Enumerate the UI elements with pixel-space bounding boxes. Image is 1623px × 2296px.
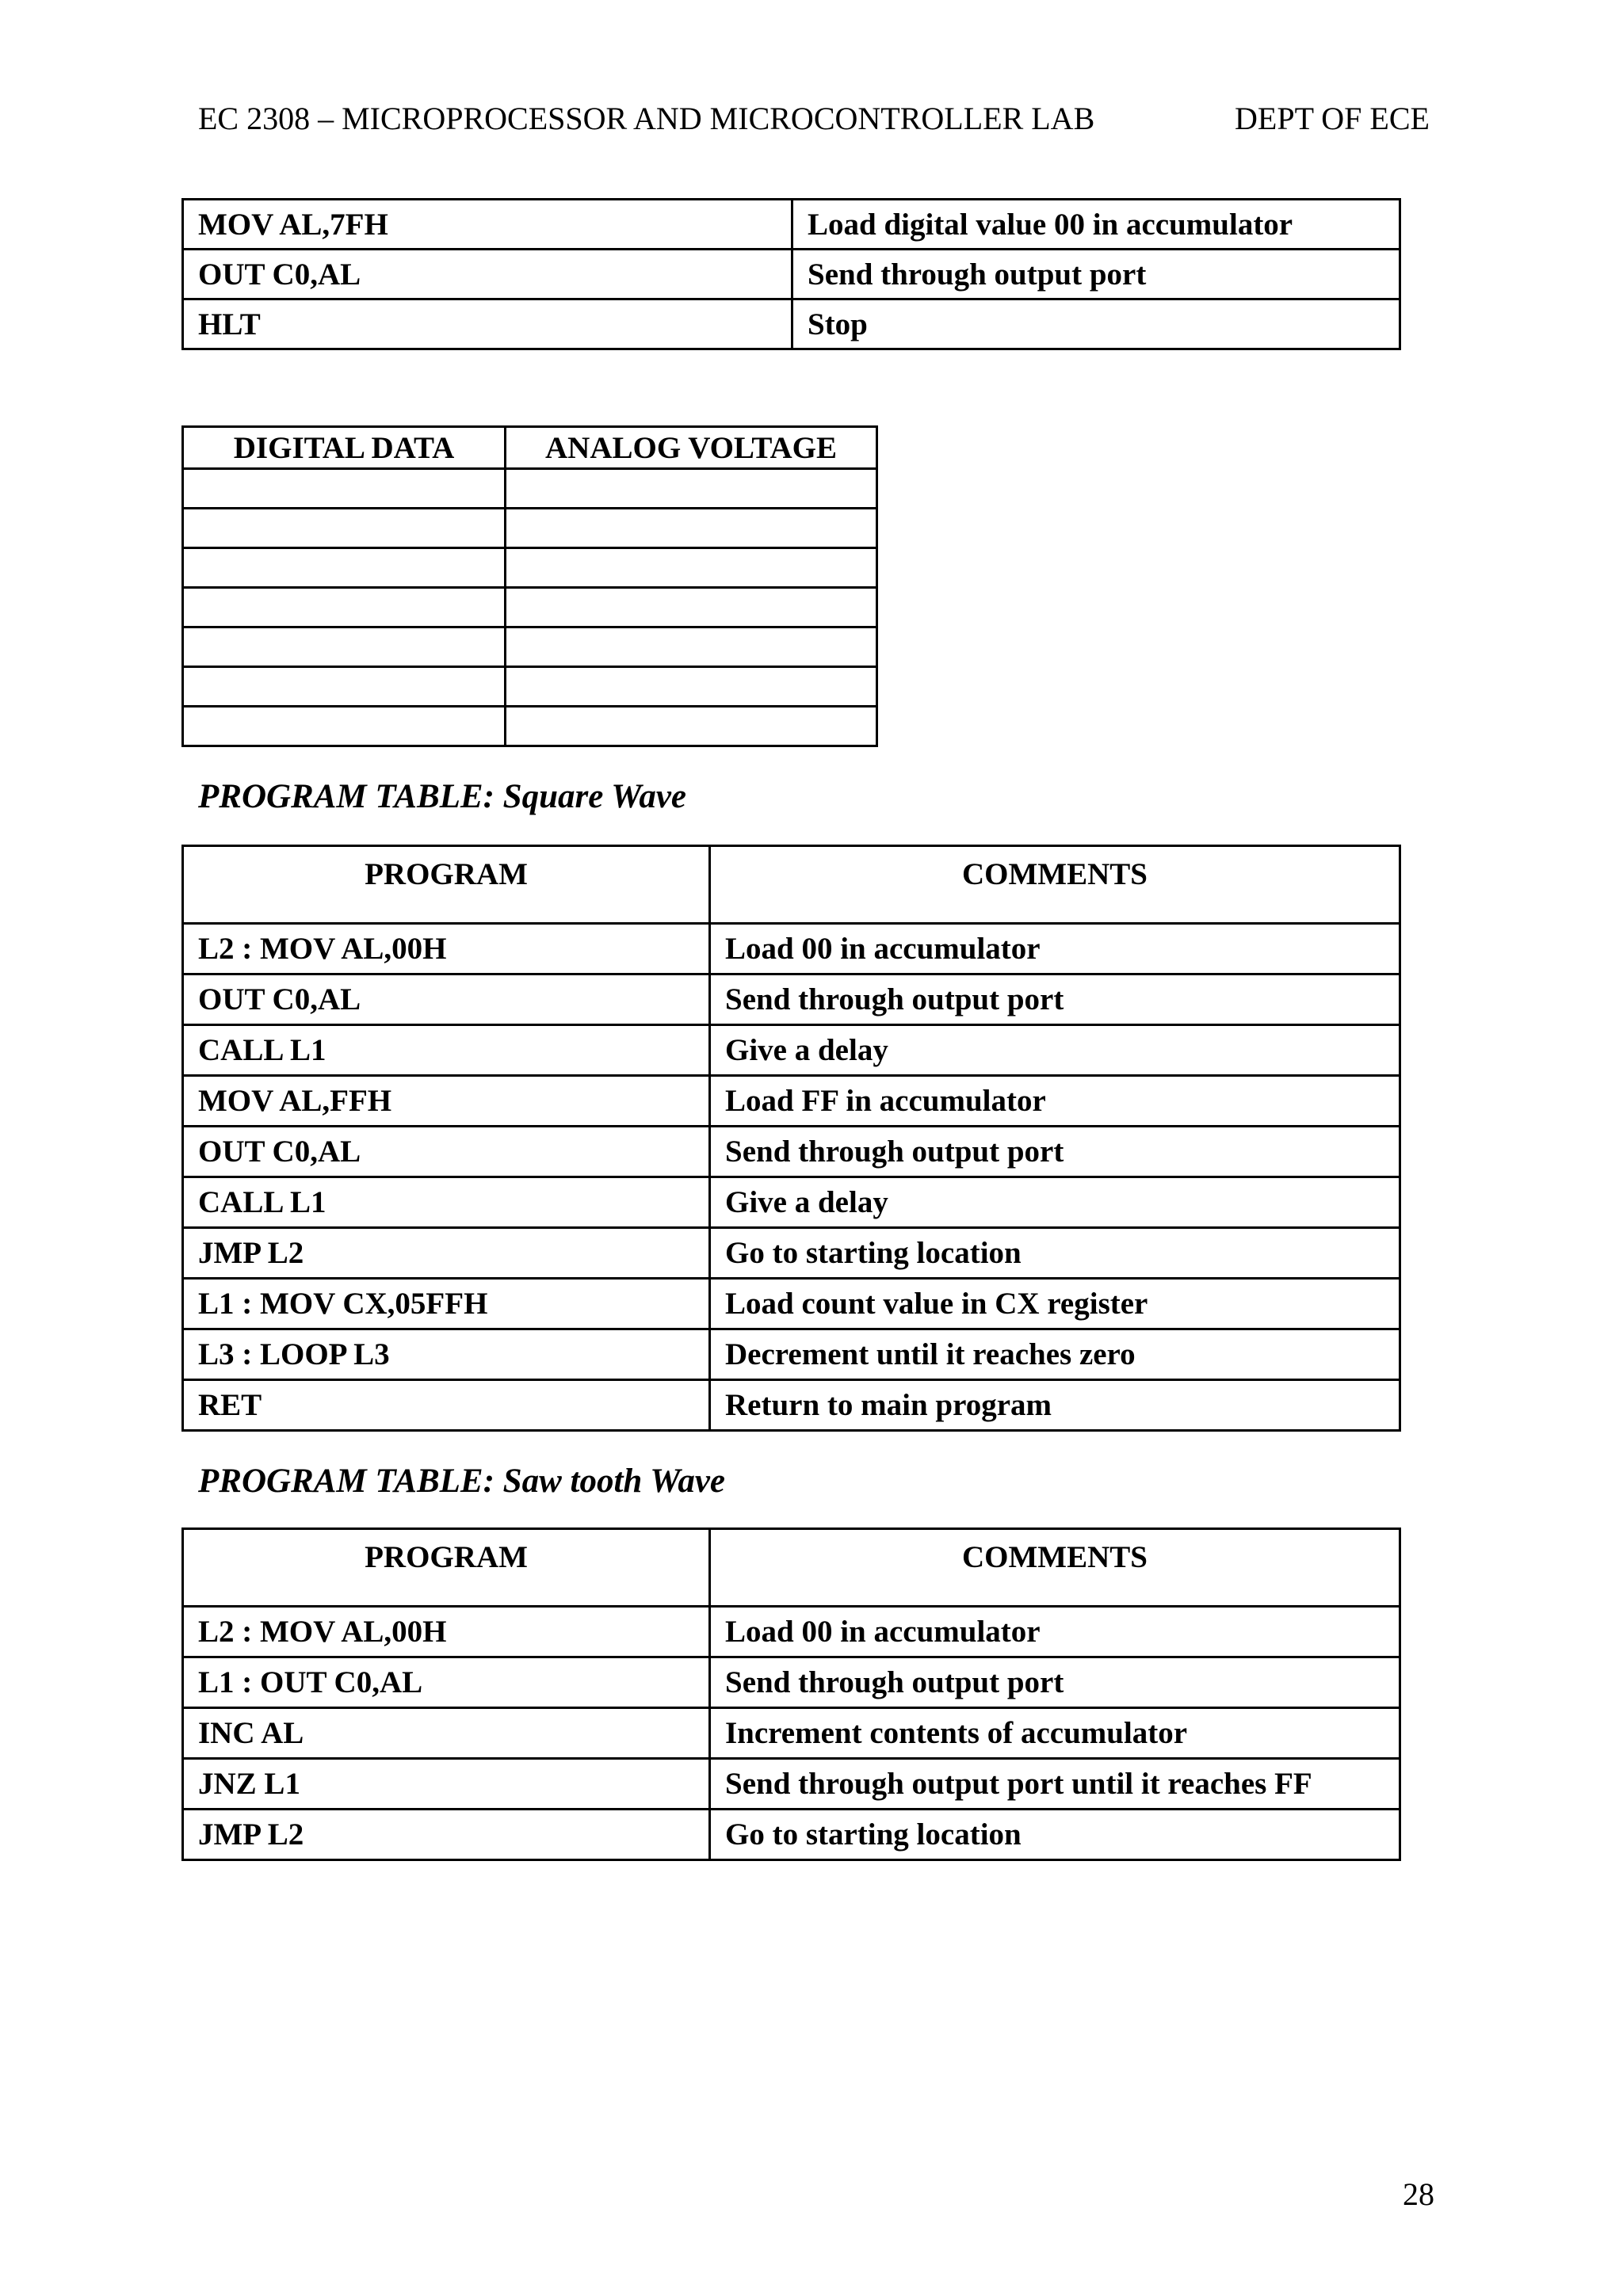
table-row [183,1657,1400,1708]
analog-voltage-cell [506,509,877,548]
digital-data-cell [183,707,506,746]
comment-cell: Give a delay [710,1025,1400,1076]
table-row [183,924,1400,974]
comment-cell: Give a delay [710,1177,1400,1228]
table-row [183,667,877,707]
comments-column-header: COMMENTS [710,1529,1400,1607]
analog-voltage-cell [506,667,877,707]
analog-voltage-cell [506,707,877,746]
comments-column-header: COMMENTS [710,846,1400,924]
program-cell: JMP L2 [183,1810,710,1860]
program-cell: JMP L2 [183,1228,710,1279]
square-wave-section-title: PROGRAM TABLE: Square Wave [198,778,687,815]
table-header-row [183,1529,1400,1607]
program-cell: MOV AL,7FH [183,200,792,250]
program-cell: OUT C0,AL [183,974,710,1025]
comment-cell: Send through output port [710,974,1400,1025]
page-number: 28 [1403,2176,1434,2212]
saw-tooth-wave-program-table [181,1527,1401,1861]
program-cell: JNZ L1 [183,1759,710,1810]
table-row [183,1708,1400,1759]
program-cell: OUT C0,AL [183,250,792,299]
comment-cell: Load digital value 00 in accumulator [792,200,1400,250]
table-row [183,469,877,509]
table-header-row [183,846,1400,924]
table-row [183,707,877,746]
table-row [183,1607,1400,1657]
table-row [183,548,877,588]
analog-voltage-cell [506,469,877,509]
table-row [183,627,877,667]
table-header-row [183,427,877,469]
analog-voltage-cell [506,627,877,667]
table-row [183,588,877,627]
table-row [183,200,1400,250]
comment-cell: Stop [792,299,1400,349]
table-row [183,299,1400,349]
comment-cell: Load 00 in accumulator [710,1607,1400,1657]
program-cell: INC AL [183,1708,710,1759]
program-cell: L2 : MOV AL,00H [183,924,710,974]
program-cell: MOV AL,FFH [183,1076,710,1127]
header-course-title: EC 2308 – MICROPROCESSOR AND MICROCONTROLLER LAB [198,101,1095,136]
header-department: DEPT OF ECE [1235,101,1430,136]
table-row [183,1025,1400,1076]
analog-voltage-cell [506,548,877,588]
program-cell: RET [183,1380,710,1431]
program-column-header: PROGRAM [183,846,710,924]
table-row [183,1076,1400,1127]
analog-voltage-header: ANALOG VOLTAGE [506,427,877,469]
program-cell: OUT C0,AL [183,1127,710,1177]
comment-cell: Return to main program [710,1380,1400,1431]
comment-cell: Send through output port [710,1127,1400,1177]
table-row [183,1759,1400,1810]
comment-cell: Send through output port [792,250,1400,299]
digital-data-header: DIGITAL DATA [183,427,506,469]
table-row [183,1228,1400,1279]
square-wave-program-table [181,845,1401,1432]
analog-voltage-cell [506,588,877,627]
table-row [183,1177,1400,1228]
comment-cell: Load FF in accumulator [710,1076,1400,1127]
table-row [183,1127,1400,1177]
table-row [183,1810,1400,1860]
comment-cell: Increment contents of accumulator [710,1708,1400,1759]
program-cell: L2 : MOV AL,00H [183,1607,710,1657]
table-row [183,1279,1400,1329]
program-column-header: PROGRAM [183,1529,710,1607]
program-cell: L3 : LOOP L3 [183,1329,710,1380]
program-cell: L1 : MOV CX,05FFH [183,1279,710,1329]
dac-observation-table [181,425,878,747]
digital-data-cell [183,509,506,548]
program-cell: L1 : OUT C0,AL [183,1657,710,1708]
program-cell: CALL L1 [183,1177,710,1228]
comment-cell: Send through output port [710,1657,1400,1708]
table-row [183,250,1400,299]
comment-cell: Go to starting location [710,1810,1400,1860]
table-row [183,1380,1400,1431]
comment-cell: Decrement until it reaches zero [710,1329,1400,1380]
program-cell: HLT [183,299,792,349]
table-row [183,1329,1400,1380]
digital-data-cell [183,588,506,627]
table-row [183,509,877,548]
comment-cell: Go to starting location [710,1228,1400,1279]
digital-data-cell [183,627,506,667]
digital-data-cell [183,548,506,588]
digital-data-cell [183,667,506,707]
comment-cell: Load count value in CX register [710,1279,1400,1329]
digital-data-cell [183,469,506,509]
program-cell: CALL L1 [183,1025,710,1076]
program-continuation-table [181,198,1401,350]
saw-tooth-wave-section-title: PROGRAM TABLE: Saw tooth Wave [198,1463,726,1500]
comment-cell: Send through output port until it reaches FF [710,1759,1400,1810]
table-row [183,974,1400,1025]
comment-cell: Load 00 in accumulator [710,924,1400,974]
